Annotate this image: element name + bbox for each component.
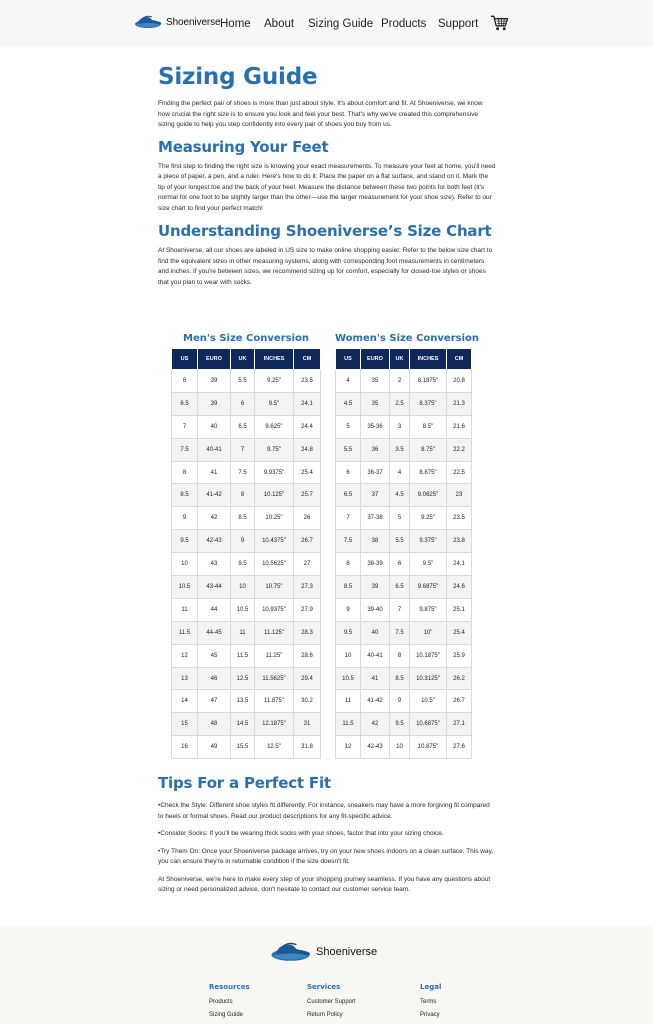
table-cell: 10.6875" <box>410 713 447 736</box>
table-cell: 10 <box>231 576 255 599</box>
table-cell: 24.4 <box>294 415 321 438</box>
table-row <box>172 736 321 759</box>
column-header: UK <box>390 349 410 370</box>
table-row <box>172 507 321 530</box>
intro-paragraph: Finding the perfect pair of shoes is more than just about style. It's about comfort and fit. At Shoeniverse, we know how crucial the right size is to ensure you look and feel your best. That's why we've created this comprehensive sizing guide to help you step confidently into every pair of shoes you buy from us. <box>158 100 483 128</box>
table-cell: 20.8 <box>447 370 472 393</box>
table-cell: 2 <box>390 370 410 393</box>
table-cell: 10.5625" <box>255 553 294 576</box>
site-footer <box>0 926 653 1024</box>
table-cell: 23.8 <box>447 530 472 553</box>
table-row <box>336 713 472 736</box>
understanding-heading: Understanding Shoeniverse’s Size Chart <box>158 222 492 240</box>
column-header: EURO <box>198 349 231 370</box>
table-cell: 10.4375" <box>255 530 294 553</box>
table-cell: 22.2 <box>447 438 472 461</box>
table-cell: 35-36 <box>361 415 390 438</box>
table-cell: 7 <box>336 507 361 530</box>
table-cell: 9.875" <box>410 598 447 621</box>
table-cell: 9.375" <box>410 530 447 553</box>
table-cell: 43 <box>198 553 231 576</box>
table-row <box>336 484 472 507</box>
table-cell: 8.375" <box>410 392 447 415</box>
nav-products[interactable]: Products <box>381 18 427 30</box>
table-cell: 27.6 <box>447 736 472 759</box>
table-cell: 9.5 <box>231 553 255 576</box>
table-row <box>336 621 472 644</box>
table-cell: 38 <box>361 530 390 553</box>
column-header: CM <box>447 349 472 370</box>
tip-item: •Check the Style: Different shoe styles fit differently. For instance, sneakers may have a more forgiving fit compared to heels or formal shoes. Read our product descriptions for any fit-specific advice. <box>158 802 490 820</box>
table-cell: 11 <box>172 598 198 621</box>
table-cell: 6 <box>172 370 198 393</box>
table-cell: 7.5 <box>172 438 198 461</box>
table-cell: 49 <box>198 736 231 759</box>
table-cell: 12.5" <box>255 736 294 759</box>
column-header: UK <box>231 349 255 370</box>
table-cell: 12 <box>336 736 361 759</box>
table-row <box>336 370 472 393</box>
table-cell: 9.5" <box>410 553 447 576</box>
table-cell: 10.9375" <box>255 598 294 621</box>
tips-section <box>158 772 496 896</box>
column-header: INCHES <box>410 349 447 370</box>
table-row <box>172 621 321 644</box>
table-cell: 40 <box>361 621 390 644</box>
table-cell: 47 <box>198 690 231 713</box>
table-row <box>172 438 321 461</box>
table-cell: 8.1875" <box>410 370 447 393</box>
table-cell: 14.5 <box>231 713 255 736</box>
mens-table-title: Men's Size Conversion <box>183 333 309 344</box>
column-header: CM <box>294 349 321 370</box>
table-cell: 10" <box>410 621 447 644</box>
table-cell: 6 <box>231 392 255 415</box>
table-cell: 31 <box>294 713 321 736</box>
table-cell: 42 <box>361 713 390 736</box>
table-row <box>336 507 472 530</box>
table-cell: 6.5 <box>231 415 255 438</box>
table-cell: 29.4 <box>294 667 321 690</box>
table-cell: 10.5" <box>410 690 447 713</box>
table-cell: 35 <box>361 370 390 393</box>
column-header: US <box>172 349 198 370</box>
footer-heading: Legal <box>420 983 442 991</box>
table-cell: 25.7 <box>294 484 321 507</box>
table-cell: 26 <box>294 507 321 530</box>
table-cell: 21.6 <box>447 415 472 438</box>
table-cell: 28.3 <box>294 621 321 644</box>
table-cell: 22.5 <box>447 461 472 484</box>
table-cell: 24.6 <box>447 576 472 599</box>
table-row <box>336 392 472 415</box>
table-cell: 9 <box>172 507 198 530</box>
table-cell: 36 <box>361 438 390 461</box>
page-title: Sizing Guide <box>158 64 318 90</box>
table-cell: 36-37 <box>361 461 390 484</box>
table-cell: 11.5625" <box>255 667 294 690</box>
table-row <box>172 553 321 576</box>
table-cell: 11.125" <box>255 621 294 644</box>
table-cell: 10 <box>336 644 361 667</box>
table-cell: 6.5 <box>336 484 361 507</box>
table-cell: 41-42 <box>361 690 390 713</box>
table-row <box>336 438 472 461</box>
table-cell: 30.2 <box>294 690 321 713</box>
table-cell: 48 <box>198 713 231 736</box>
column-header: US <box>336 349 361 370</box>
nav-sizing-guide[interactable]: Sizing Guide <box>308 18 374 30</box>
table-cell: 7.5 <box>336 530 361 553</box>
table-cell: 26.2 <box>447 667 472 690</box>
table-cell: 8.5 <box>390 667 410 690</box>
table-cell: 8.5 <box>231 507 255 530</box>
table-row <box>172 690 321 713</box>
table-cell: 15 <box>172 713 198 736</box>
footer-col-services <box>307 982 356 1021</box>
table-cell: 42-43 <box>198 530 231 553</box>
table-cell: 9.5" <box>255 392 294 415</box>
table-cell: 13.5 <box>231 690 255 713</box>
table-cell: 9.9375" <box>255 461 294 484</box>
table-cell: 4.5 <box>336 392 361 415</box>
table-row <box>336 690 472 713</box>
footer-link-return-policy[interactable]: Return Policy <box>307 1011 343 1018</box>
table-cell: 12.1875" <box>255 713 294 736</box>
footer-logo[interactable] <box>270 940 377 964</box>
footer-heading: Resources <box>209 983 250 991</box>
table-cell: 14 <box>172 690 198 713</box>
table-cell: 4.5 <box>390 484 410 507</box>
table-cell: 5.5 <box>231 370 255 393</box>
table-cell: 12.5 <box>231 667 255 690</box>
table-cell: 40 <box>198 415 231 438</box>
table-cell: 6 <box>390 553 410 576</box>
table-cell: 28.6 <box>294 644 321 667</box>
table-cell: 5 <box>336 415 361 438</box>
table-row <box>172 530 321 553</box>
table-cell: 10.5 <box>231 598 255 621</box>
table-cell: 40-41 <box>198 438 231 461</box>
table-cell: 15.5 <box>231 736 255 759</box>
mens-size-table <box>171 348 321 759</box>
table-row <box>336 461 472 484</box>
table-cell: 7 <box>172 415 198 438</box>
closing-paragraph: At Shoeniverse, we're here to make every step of your shopping journey seamless. If you have any questions about sizing or need personalized advice, don't hesitate to contact our customer service team. <box>158 875 491 893</box>
table-cell: 23.5 <box>447 507 472 530</box>
table-cell: 31.8 <box>294 736 321 759</box>
table-cell: 2.5 <box>390 392 410 415</box>
table-cell: 46 <box>198 667 231 690</box>
table-cell: 8 <box>172 461 198 484</box>
table-cell: 11 <box>336 690 361 713</box>
table-cell: 5.5 <box>390 530 410 553</box>
table-cell: 5 <box>390 507 410 530</box>
footer-link-privacy[interactable]: Privacy <box>420 1011 440 1018</box>
table-cell: 9.25" <box>255 370 294 393</box>
table-cell: 27 <box>294 553 321 576</box>
table-cell: 35 <box>361 392 390 415</box>
table-cell: 23 <box>447 484 472 507</box>
table-cell: 38-39 <box>361 553 390 576</box>
table-cell: 9.5 <box>172 530 198 553</box>
table-cell: 8 <box>336 553 361 576</box>
table-cell: 7 <box>231 438 255 461</box>
table-cell: 24.8 <box>294 438 321 461</box>
footer-link-customer-support[interactable]: Customer Support <box>307 999 356 1005</box>
table-cell: 10.75" <box>255 576 294 599</box>
table-cell: 27.3 <box>294 576 321 599</box>
table-cell: 6.5 <box>390 576 410 599</box>
table-cell: 42 <box>198 507 231 530</box>
table-cell: 24.1 <box>294 392 321 415</box>
size-tables <box>171 331 481 761</box>
table-row <box>172 415 321 438</box>
column-header: INCHES <box>255 349 294 370</box>
table-cell: 44-45 <box>198 621 231 644</box>
table-cell: 8.75" <box>410 438 447 461</box>
table-cell: 7.5 <box>231 461 255 484</box>
table-row <box>172 370 321 393</box>
table-cell: 25.9 <box>447 644 472 667</box>
womens-table-wrap <box>335 331 479 759</box>
table-cell: 9.5 <box>336 621 361 644</box>
table-row <box>172 667 321 690</box>
table-row <box>336 530 472 553</box>
table-cell: 16 <box>172 736 198 759</box>
table-cell: 10.125" <box>255 484 294 507</box>
table-cell: 3.5 <box>390 438 410 461</box>
table-cell: 10.5 <box>172 576 198 599</box>
table-cell: 10.5 <box>336 667 361 690</box>
table-row <box>172 576 321 599</box>
table-row <box>336 644 472 667</box>
table-cell: 12 <box>172 644 198 667</box>
table-cell: 37-38 <box>361 507 390 530</box>
main-nav <box>0 16 653 32</box>
womens-table-title: Women's Size Conversion <box>335 333 480 344</box>
table-cell: 23.5 <box>294 370 321 393</box>
table-cell: 39-40 <box>361 598 390 621</box>
tips-heading: Tips For a Perfect Fit <box>158 774 331 792</box>
table-cell: 25.4 <box>294 461 321 484</box>
tip-item: •Try Them On: Once your Shoeniverse package arrives, try on your new shoes indoors on a clean surface. This way, you can ensure they're in returnable condition if the size doesn't fit. <box>158 847 494 865</box>
table-cell: 42-43 <box>361 736 390 759</box>
table-cell: 6.5 <box>172 392 198 415</box>
measuring-heading: Measuring Your Feet <box>158 137 329 156</box>
table-cell: 41 <box>198 461 231 484</box>
mens-table-wrap <box>171 331 321 759</box>
table-cell: 3 <box>390 415 410 438</box>
table-cell: 43-44 <box>198 576 231 599</box>
table-cell: 8.5" <box>410 415 447 438</box>
table-cell: 27.1 <box>447 713 472 736</box>
column-header: EURO <box>361 349 390 370</box>
measuring-paragraph: The first step to finding the right size is knowing your exact measurements. To measure your feet at home, you'll need a piece of paper, a pen, and a ruler. Here's how to do it: Place the paper on a flat surface, and stand on it. Mark the tip of your longest toe and the back of your heel. Measure the distance between these two points for both feet (it's normal for one foot to be slightly larger than the other—use the larger measurement for your shoe size). Refer to our size chart to find your perfect match! <box>158 162 496 212</box>
table-cell: 10 <box>390 736 410 759</box>
table-cell: 26.7 <box>447 690 472 713</box>
table-cell: 9.5 <box>390 713 410 736</box>
table-cell: 11.5 <box>231 644 255 667</box>
table-row <box>336 667 472 690</box>
table-cell: 9.6875" <box>410 576 447 599</box>
nav-home[interactable]: Home <box>220 18 251 30</box>
table-cell: 25.4 <box>447 621 472 644</box>
table-cell: 11.5 <box>172 621 198 644</box>
womens-size-table <box>335 348 472 759</box>
table-cell: 39 <box>361 576 390 599</box>
nav-support[interactable]: Support <box>438 18 479 30</box>
table-cell: 5.5 <box>336 438 361 461</box>
brand-name: Shoeniverse <box>166 16 221 28</box>
table-cell: 10 <box>172 553 198 576</box>
table-cell: 8.875" <box>410 461 447 484</box>
table-cell: 9 <box>231 530 255 553</box>
table-cell: 7.5 <box>390 621 410 644</box>
table-row <box>172 392 321 415</box>
table-cell: 11.5 <box>336 713 361 736</box>
table-cell: 39 <box>198 392 231 415</box>
table-cell: 9.75" <box>255 438 294 461</box>
footer-brand-name: Shoeniverse <box>316 946 378 958</box>
table-cell: 39 <box>198 370 231 393</box>
table-cell: 10.25" <box>255 507 294 530</box>
table-row <box>172 644 321 667</box>
table-cell: 40-41 <box>361 644 390 667</box>
table-cell: 25.1 <box>447 598 472 621</box>
footer-heading: Services <box>307 983 341 991</box>
footer-col-resources <box>209 982 250 1021</box>
main-content <box>158 60 496 288</box>
table-cell: 6 <box>336 461 361 484</box>
table-row <box>336 736 472 759</box>
table-cell: 4 <box>390 461 410 484</box>
shoe-logo-icon <box>270 940 314 964</box>
table-cell: 9 <box>390 690 410 713</box>
table-cell: 11.875" <box>255 690 294 713</box>
table-cell: 8.5 <box>172 484 198 507</box>
table-cell: 9 <box>336 598 361 621</box>
table-cell: 9.25" <box>410 507 447 530</box>
table-cell: 24.1 <box>447 553 472 576</box>
footer-link-sizing-guide[interactable]: Sizing Guide <box>209 1011 244 1018</box>
footer-link-products[interactable]: Products <box>209 999 233 1005</box>
table-cell: 41-42 <box>198 484 231 507</box>
table-row <box>336 553 472 576</box>
table-cell: 9.625" <box>255 415 294 438</box>
footer-col-legal <box>420 982 441 1021</box>
table-cell: 37 <box>361 484 390 507</box>
footer-link-terms[interactable]: Terms <box>420 999 437 1005</box>
nav-about[interactable]: About <box>264 18 295 30</box>
table-cell: 10.1875" <box>410 644 447 667</box>
table-cell: 10.3125" <box>410 667 447 690</box>
table-row <box>172 484 321 507</box>
table-cell: 8.5 <box>336 576 361 599</box>
table-cell: 10.875" <box>410 736 447 759</box>
table-row <box>336 598 472 621</box>
site-header <box>0 0 653 47</box>
table-row <box>336 415 472 438</box>
table-cell: 44 <box>198 598 231 621</box>
table-cell: 9.0625" <box>410 484 447 507</box>
table-cell: 21.3 <box>447 392 472 415</box>
table-row <box>336 576 472 599</box>
table-cell: 45 <box>198 644 231 667</box>
cart-icon[interactable] <box>490 14 509 32</box>
table-row <box>172 713 321 736</box>
table-cell: 41 <box>361 667 390 690</box>
tip-item: •Consider Socks: If you'll be wearing thick socks with your shoes, factor that into your sizing choice. <box>158 830 444 837</box>
table-row <box>172 598 321 621</box>
table-cell: 26.7 <box>294 530 321 553</box>
table-row <box>172 461 321 484</box>
table-cell: 27.9 <box>294 598 321 621</box>
table-cell: 11 <box>231 621 255 644</box>
table-cell: 11.25" <box>255 644 294 667</box>
understanding-paragraph: At Shoeniverse, all our shoes are labeled in US size to make online shopping easier. Refer to the below size chart to find the equivalent sizes in other measuring systems, along with corresponding foot measurements in centimeters and inches. If you're between sizes, we recommend sizing up for comfort, especially for closed-toe styles or shoes that you plan to wear with socks. <box>158 247 493 286</box>
table-cell: 8 <box>231 484 255 507</box>
table-cell: 8 <box>390 644 410 667</box>
table-cell: 13 <box>172 667 198 690</box>
table-cell: 7 <box>390 598 410 621</box>
table-cell: 4 <box>336 370 361 393</box>
